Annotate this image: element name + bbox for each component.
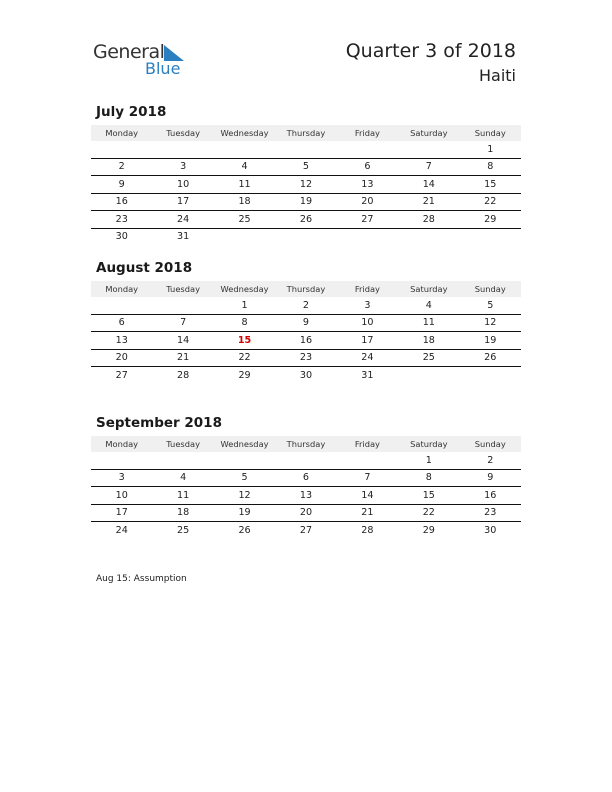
day-cell (152, 452, 213, 469)
month-title: August 2018 (96, 260, 193, 276)
month-july (91, 104, 521, 245)
week-row (91, 193, 521, 211)
day-cell (214, 228, 275, 245)
day-cell: 1 (214, 297, 275, 314)
day-cell: 18 (398, 332, 459, 350)
day-cell: 3 (337, 297, 398, 314)
day-cell: 15 (460, 176, 521, 194)
weekday-header: Tuesday (152, 436, 213, 452)
week-row (91, 487, 521, 505)
holiday-day-cell: 15 (214, 332, 275, 350)
weekday-header: Wednesday (214, 281, 275, 297)
week-row (91, 367, 521, 384)
day-cell: 7 (337, 469, 398, 487)
day-cell: 20 (337, 193, 398, 211)
day-cell: 26 (460, 349, 521, 367)
day-cell: 27 (337, 211, 398, 229)
day-cell: 10 (337, 314, 398, 332)
day-cell: 2 (91, 158, 152, 176)
week-row (91, 228, 521, 245)
day-cell: 20 (275, 504, 336, 522)
day-cell: 30 (299, 369, 313, 381)
weekday-header-row (91, 281, 521, 297)
day-cell: 16 (275, 332, 336, 350)
day-cell: 19 (460, 332, 521, 350)
day-cell: 17 (152, 193, 213, 211)
day-cell: 29 (422, 524, 435, 536)
day-cell: 17 (91, 504, 152, 522)
day-cell: 25 (398, 349, 459, 367)
week-row (91, 332, 521, 350)
day-cell: 4 (398, 297, 459, 314)
day-cell: 13 (275, 487, 336, 505)
day-cell: 12 (214, 487, 275, 505)
day-cell: 9 (460, 469, 521, 487)
day-cell: 28 (398, 211, 459, 229)
weekday-header: Thursday (275, 281, 336, 297)
weekday-header: Tuesday (152, 281, 213, 297)
day-cell: 4 (152, 469, 213, 487)
day-cell: 17 (337, 332, 398, 350)
week-row (91, 469, 521, 487)
weekday-header: Sunday (460, 436, 521, 452)
day-cell (275, 228, 336, 245)
day-cell (337, 141, 398, 158)
day-cell: 25 (177, 524, 190, 536)
day-cell: 6 (337, 158, 398, 176)
day-cell: 6 (275, 469, 336, 487)
weekday-header: Sunday (460, 125, 521, 141)
week-row (91, 452, 521, 469)
day-cell: 24 (115, 524, 128, 536)
weekday-header: Monday (91, 125, 152, 141)
day-cell: 5 (460, 297, 521, 314)
day-cell: 10 (91, 487, 152, 505)
day-cell: 16 (91, 193, 152, 211)
day-cell (275, 141, 336, 158)
week-row (91, 522, 521, 539)
day-cell: 26 (238, 524, 251, 536)
day-cell: 1 (460, 141, 521, 158)
weekday-header: Saturday (398, 281, 459, 297)
day-cell: 14 (152, 332, 213, 350)
day-cell: 8 (398, 469, 459, 487)
day-cell: 9 (91, 176, 152, 194)
week-row (91, 176, 521, 194)
day-cell: 22 (460, 193, 521, 211)
day-cell (91, 452, 152, 469)
day-cell: 22 (398, 504, 459, 522)
day-cell: 11 (152, 487, 213, 505)
day-cell: 21 (152, 349, 213, 367)
week-row (91, 504, 521, 522)
day-cell: 18 (152, 504, 213, 522)
weekday-header: Friday (337, 125, 398, 141)
quarter-title: Quarter 3 of 2018 (345, 40, 516, 62)
day-cell (398, 228, 459, 245)
day-cell: 22 (214, 349, 275, 367)
day-cell (398, 141, 459, 158)
day-cell: 14 (337, 487, 398, 505)
weekday-header: Thursday (275, 125, 336, 141)
day-cell (460, 367, 521, 384)
weekday-header: Friday (337, 436, 398, 452)
holiday-notes (96, 574, 187, 584)
day-cell: 23 (275, 349, 336, 367)
day-cell (337, 228, 398, 245)
week-row (91, 349, 521, 367)
day-cell: 5 (275, 158, 336, 176)
day-cell: 7 (152, 314, 213, 332)
day-cell: 24 (337, 349, 398, 367)
week-row (91, 314, 521, 332)
day-cell: 6 (91, 314, 152, 332)
month-august (91, 260, 521, 384)
day-cell: 11 (398, 314, 459, 332)
week-row (91, 211, 521, 229)
logo-text-blue: Blue (145, 59, 181, 78)
day-cell: 4 (214, 158, 275, 176)
holiday-note: Aug 15: Assumption (96, 574, 187, 584)
weekday-header: Saturday (398, 125, 459, 141)
weekday-header: Wednesday (214, 125, 275, 141)
week-row (91, 158, 521, 176)
day-cell (91, 297, 152, 314)
day-cell (214, 452, 275, 469)
month-september (91, 415, 521, 539)
weekday-header: Tuesday (152, 125, 213, 141)
day-cell: 8 (214, 314, 275, 332)
day-cell: 19 (214, 504, 275, 522)
weekday-header: Monday (91, 436, 152, 452)
day-cell: 7 (398, 158, 459, 176)
logo-text-general: General (93, 41, 165, 63)
day-cell: 14 (398, 176, 459, 194)
day-cell: 28 (361, 524, 374, 536)
day-cell: 27 (115, 369, 128, 381)
calendar-grid (91, 436, 521, 539)
calendar-grid (91, 281, 521, 384)
day-cell: 10 (152, 176, 213, 194)
weekday-header-row (91, 436, 521, 452)
general-blue-logo (93, 41, 193, 81)
day-cell: 11 (214, 176, 275, 194)
day-cell: 29 (460, 211, 521, 229)
weekday-header: Friday (337, 281, 398, 297)
day-cell: 12 (460, 314, 521, 332)
day-cell: 31 (361, 369, 374, 381)
day-cell: 1 (398, 452, 459, 469)
month-title: July 2018 (96, 104, 167, 120)
weekday-header: Sunday (460, 281, 521, 297)
day-cell: 3 (152, 158, 213, 176)
day-cell: 13 (91, 332, 152, 350)
day-cell (460, 228, 521, 245)
weekday-header-row (91, 125, 521, 141)
day-cell: 20 (91, 349, 152, 367)
day-cell: 29 (238, 369, 251, 381)
day-cell: 23 (91, 211, 152, 229)
day-cell (398, 367, 459, 384)
day-cell: 25 (214, 211, 275, 229)
day-cell: 27 (299, 524, 313, 536)
weekday-header: Wednesday (214, 436, 275, 452)
day-cell (152, 141, 213, 158)
day-cell: 24 (152, 211, 213, 229)
weekday-header: Thursday (275, 436, 336, 452)
day-cell: 8 (460, 158, 521, 176)
day-cell: 16 (460, 487, 521, 505)
day-cell: 31 (177, 231, 190, 243)
day-cell: 15 (398, 487, 459, 505)
day-cell: 28 (177, 369, 190, 381)
day-cell: 19 (275, 193, 336, 211)
day-cell: 21 (337, 504, 398, 522)
day-cell: 30 (484, 524, 497, 536)
day-cell: 26 (275, 211, 336, 229)
day-cell (275, 452, 336, 469)
day-cell (152, 297, 213, 314)
day-cell: 3 (91, 469, 152, 487)
day-cell: 12 (275, 176, 336, 194)
month-title: September 2018 (96, 415, 222, 431)
week-row (91, 297, 521, 314)
day-cell: 2 (460, 452, 521, 469)
day-cell: 13 (337, 176, 398, 194)
day-cell: 30 (115, 231, 128, 243)
country-name: Haiti (479, 66, 516, 85)
day-cell (337, 452, 398, 469)
weekday-header: Saturday (398, 436, 459, 452)
week-row (91, 141, 521, 158)
day-cell: 21 (398, 193, 459, 211)
day-cell (91, 141, 152, 158)
day-cell: 23 (460, 504, 521, 522)
calendar-grid (91, 125, 521, 245)
day-cell: 5 (214, 469, 275, 487)
weekday-header: Monday (91, 281, 152, 297)
day-cell: 9 (275, 314, 336, 332)
day-cell: 2 (275, 297, 336, 314)
day-cell (214, 141, 275, 158)
day-cell: 18 (214, 193, 275, 211)
